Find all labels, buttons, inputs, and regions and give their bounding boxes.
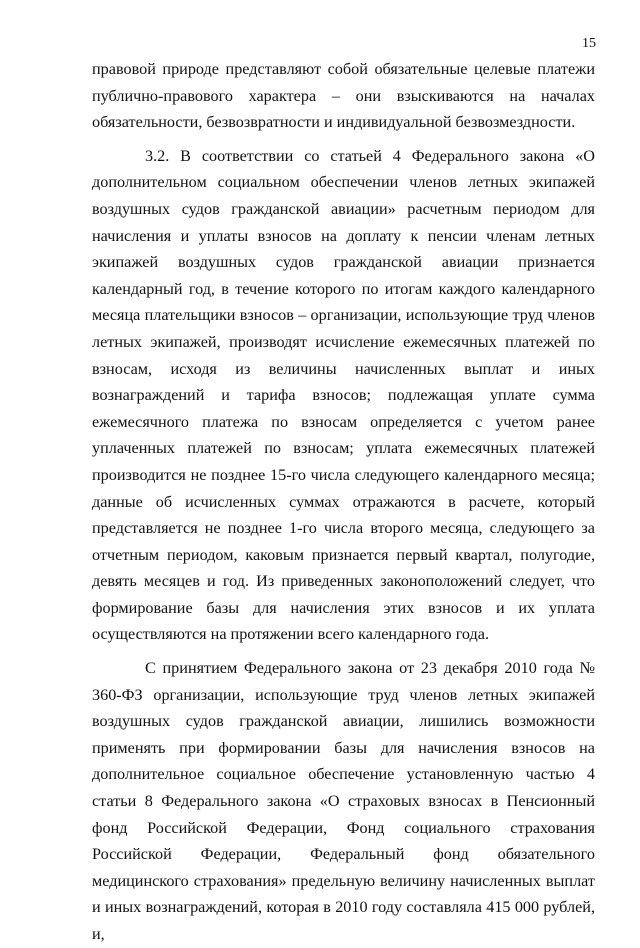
document-body [92, 56, 595, 948]
paragraph-gap [92, 136, 595, 143]
paragraph-continuation: правовой природе представляют собой обязательные целевые платежи публично-правового характера – они взыскиваются на началах обязательности, безвозвратности и индивидуальной безвозмездности. [92, 60, 595, 132]
paragraph-section-3-2: 3.2. В соответствии со статьей 4 Федерального закона «О дополнительном социальном обеспечении членов летных экипажей воздушных судов гражданской авиации» расчетным периодом для начисления и уплаты взносов на доплату к пенсии членам летных экипажей воздушных судов гражданской авиации признается календарный год, в течение которого по итогам каждого календарного месяца плательщики взносов – организации, использующие труд членов летных экипажей, производят исчисление ежемесячных платежей по взносам, исходя из величины начисленных выплат и иных вознаграждений и тарифа взносов; подлежащая уплате сумма ежемесячного платежа по взносам определяется с учетом ранее уплаченных платежей по взносам; уплата ежемесячных платежей производится не позднее 15-го числа следующего календарного месяца; данные об исчисленных суммах отражаются в расчете, который представляется не позднее 1-го числа второго месяца, следующего за отчетным периодом, каковым признается первый квартал, полугодие, девять месяцев и год. Из приведенных законоположений следует, что формирование базы для начисления этих взносов и их уплата осуществляются на протяжении всего календарного года. [92, 146, 595, 644]
paragraph-federal-law-360: С принятием Федерального закона от 23 декабря 2010 года № 360-ФЗ организации, использующие труд членов летных экипажей воздушных судов гражданской авиации, лишились возможности применять при формировании базы для начисления взносов на дополнительное социальное обеспечение установленную частью 4 статьи 8 Федерального закона «О страховых взносах в Пенсионный фонд Российской Федерации, Фонд социального страхования Российской Федерации, Федеральный фонд обязательного медицинского страхования» предельную величину начисленных выплат и иных вознаграждений, которая в 2010 году составляла 415 000 рублей, и, [92, 659, 595, 943]
page-number: 15 [582, 36, 596, 51]
paragraph-gap [92, 648, 595, 655]
